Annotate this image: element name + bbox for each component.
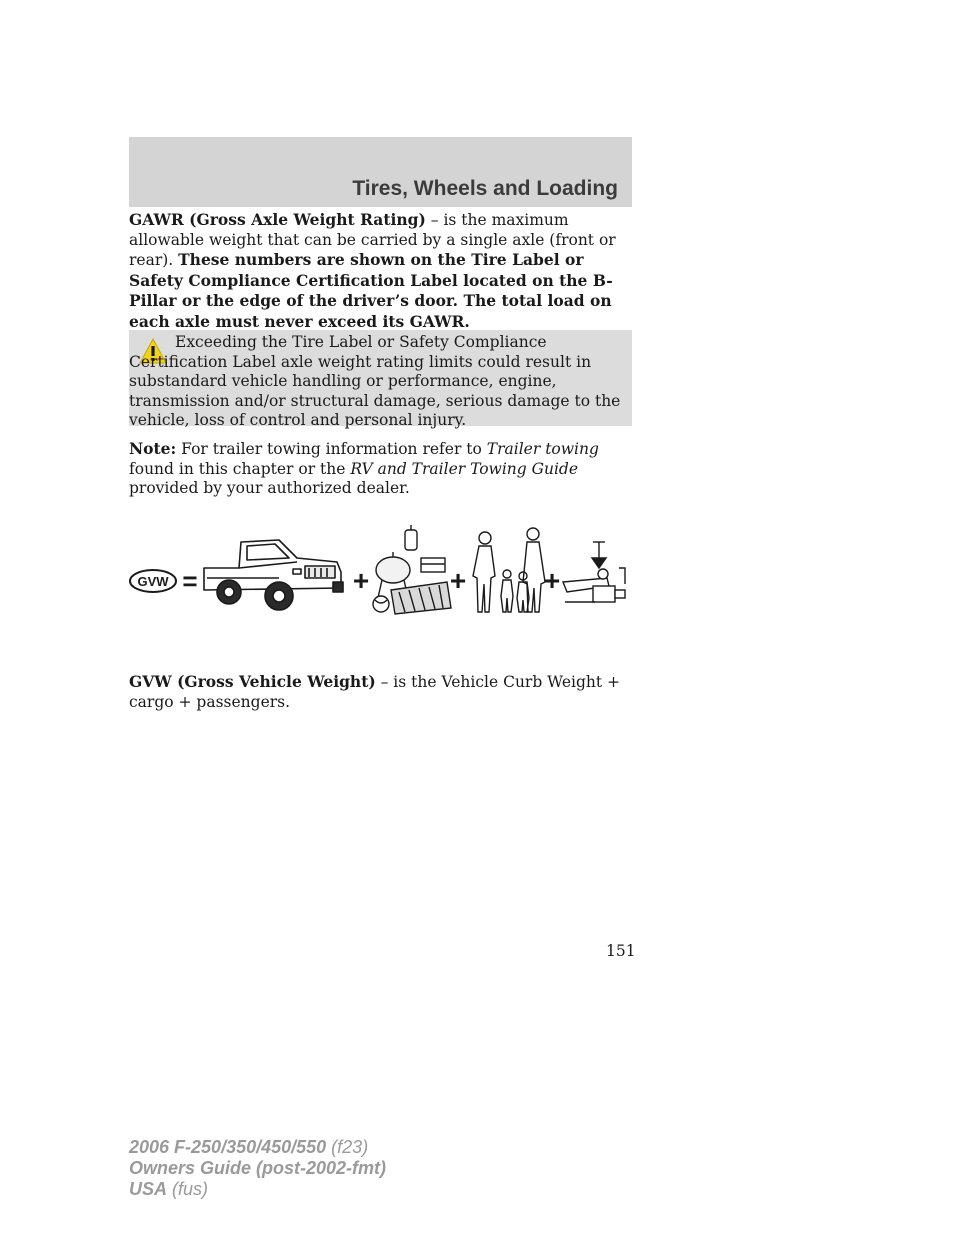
truck-icon bbox=[204, 540, 343, 610]
gvw-badge-label: GVW bbox=[137, 574, 169, 589]
note-text-1: For trailer towing information refer to bbox=[176, 440, 487, 458]
equals-sign: = bbox=[182, 566, 198, 596]
gawr-bold-note: These numbers are shown on the Tire Label or Safety Compliance Certification Label located on the B-Pillar or the edge of the driver’s door. The total load on each axle must never exceed its GAWR. bbox=[129, 250, 613, 331]
gvw-badge bbox=[130, 570, 176, 592]
gawr-paragraph bbox=[129, 210, 632, 332]
note-paragraph bbox=[129, 439, 632, 499]
note-text-2: found in this chapter or the bbox=[129, 459, 351, 478]
gawr-definition: – is the maximum allowable weight that can be carried by a single axle (front or rear). bbox=[129, 211, 616, 269]
gvw-definition: – is the Vehicle Curb Weight + cargo + passengers. bbox=[129, 673, 621, 711]
warning-text: Exceeding the Tire Label or Safety Compliance Certification Label axle weight rating limits could result in substandard vehicle handling or performance, engine, transmission and/or structural damage, serious damage to the vehicle, loss of control and personal injury. bbox=[129, 333, 621, 429]
footer-market: USA bbox=[129, 1179, 168, 1199]
gvw-illustration bbox=[129, 522, 632, 622]
plus-sign-2: + bbox=[449, 565, 467, 596]
footer-guide-line bbox=[129, 1158, 386, 1179]
passengers-icon bbox=[473, 528, 545, 612]
section-header-band bbox=[129, 137, 632, 207]
footer-model-line bbox=[129, 1137, 386, 1158]
footer-guide: Owners Guide (post-2002-fmt) bbox=[129, 1158, 387, 1178]
gawr-term: GAWR (Gross Axle Weight Rating) bbox=[129, 210, 426, 229]
gvw-term: GVW (Gross Vehicle Weight) bbox=[129, 672, 376, 691]
section-title: Tires, Wheels and Loading bbox=[352, 177, 618, 200]
note-label: Note: bbox=[129, 439, 177, 458]
footer-market-code: (fus) bbox=[167, 1179, 209, 1199]
plus-sign-1: + bbox=[352, 565, 370, 596]
footer-model-code: (f23) bbox=[326, 1137, 369, 1157]
gvw-paragraph bbox=[129, 672, 632, 712]
footer-model: 2006 F-250/350/450/550 bbox=[129, 1137, 327, 1157]
warning-box bbox=[129, 330, 632, 429]
footer-market-line bbox=[129, 1179, 386, 1200]
trailer-towing-reference: Trailer towing bbox=[486, 440, 599, 458]
page-number: 151 bbox=[606, 942, 636, 960]
trailer-hitch-icon bbox=[563, 542, 625, 602]
document-footer bbox=[129, 1137, 386, 1200]
note-text-3: provided by your authorized dealer. bbox=[129, 479, 410, 497]
plus-sign-3: + bbox=[543, 565, 561, 596]
cargo-icon bbox=[373, 525, 451, 614]
towing-guide-reference: RV and Trailer Towing Guide bbox=[350, 459, 579, 478]
